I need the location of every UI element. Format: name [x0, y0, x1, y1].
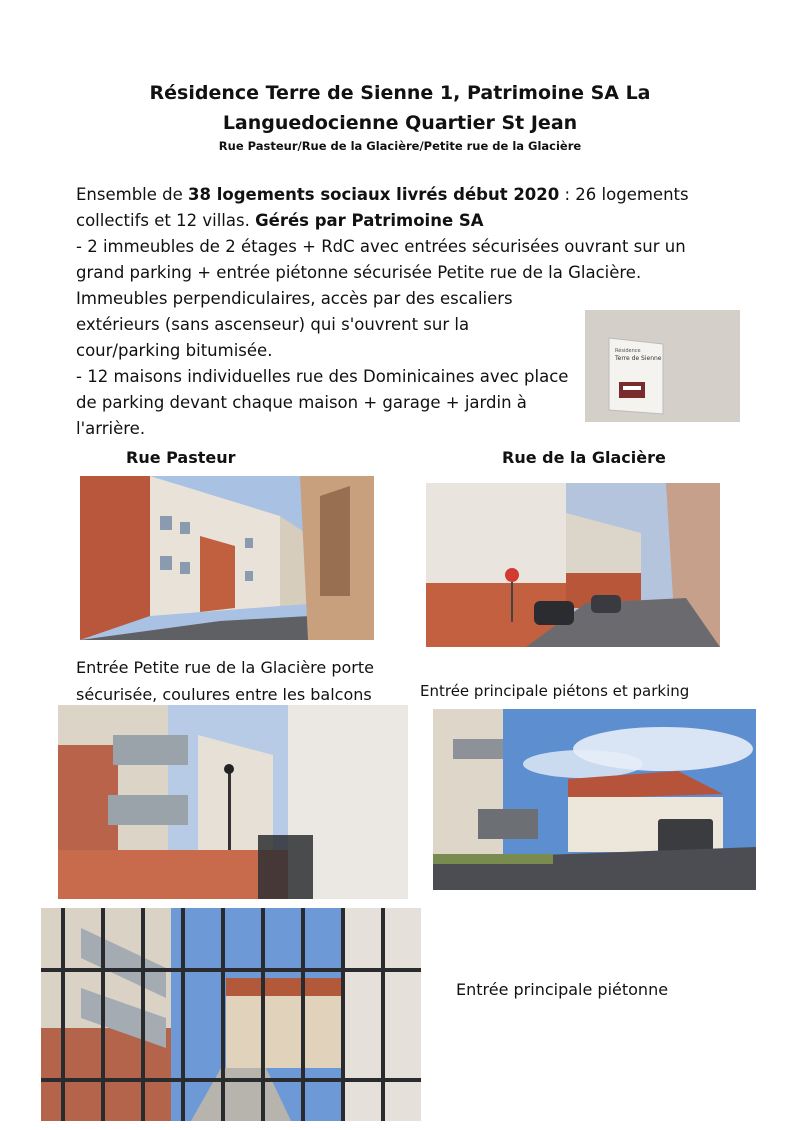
intro-line-4: grand parking + entrée piétonne sécurisée Petite rue de la Glacière.: [76, 263, 642, 282]
intro-line-3: - 2 immeubles de 2 étages + RdC avec entrées sécurisées ouvrant sur un: [76, 237, 686, 256]
photo-entree-principale-parking: [433, 709, 756, 890]
intro-bold: 38 logements sociaux livrés début 2020: [188, 185, 560, 204]
intro-line-9: de parking devant chaque maison + garage + jardin à: [76, 393, 527, 412]
caption-petite-rue-line-1: Entrée Petite rue de la Glacière porte: [76, 658, 374, 677]
caption-entree-principale-parking: Entrée principale piétons et parking: [420, 682, 690, 700]
intro-line-8: - 12 maisons individuelles rue des Dominicaines avec place: [76, 367, 569, 386]
intro-text: Ensemble de: [76, 185, 189, 204]
title-line-1: Résidence Terre de Sienne 1, Patrimoine SA La: [149, 82, 651, 104]
photo-rue-pasteur: [80, 476, 374, 640]
page-subtitle: Rue Pasteur/Rue de la Glacière/Petite rue de la Glacière: [218, 139, 582, 153]
photo-rue-glaciere: [426, 483, 720, 647]
caption-rue-pasteur: Rue Pasteur: [126, 448, 236, 467]
intro-line-2: [76, 208, 689, 234]
intro-line-10: l'arrière.: [76, 419, 146, 438]
intro-line-6: extérieurs (sans ascenseur) qui s'ouvrent sur la: [76, 315, 470, 334]
intro-line-1: [76, 182, 689, 208]
caption-rue-glaciere: Rue de la Glacière: [502, 448, 666, 467]
intro-line-5: Immeubles perpendiculaires, accès par des escaliers: [76, 289, 513, 308]
intro-text: collectifs et 12 villas.: [76, 211, 256, 230]
photo-residence-sign: [585, 310, 740, 422]
page-title: [0, 78, 800, 138]
intro-bold: Gérés par Patrimoine SA: [255, 211, 484, 230]
photo-petite-rue-glaciere: [58, 705, 408, 899]
photo-entree-principale-pietonne: [41, 908, 421, 1121]
caption-petite-rue: [76, 654, 374, 708]
title-line-2: Languedocienne Quartier St Jean: [222, 112, 578, 134]
sign-line-2: Terre de Sienne: [615, 355, 662, 362]
caption-entree-principale-pietonne: Entrée principale piétonne: [456, 980, 669, 999]
intro-line-7: cour/parking bitumisée.: [76, 341, 273, 360]
sign-line-1: Résidence: [615, 348, 641, 354]
caption-petite-rue-line-2: sécurisée, coulures entre les balcons: [76, 685, 372, 704]
intro-text: : 26 logements: [559, 185, 689, 204]
